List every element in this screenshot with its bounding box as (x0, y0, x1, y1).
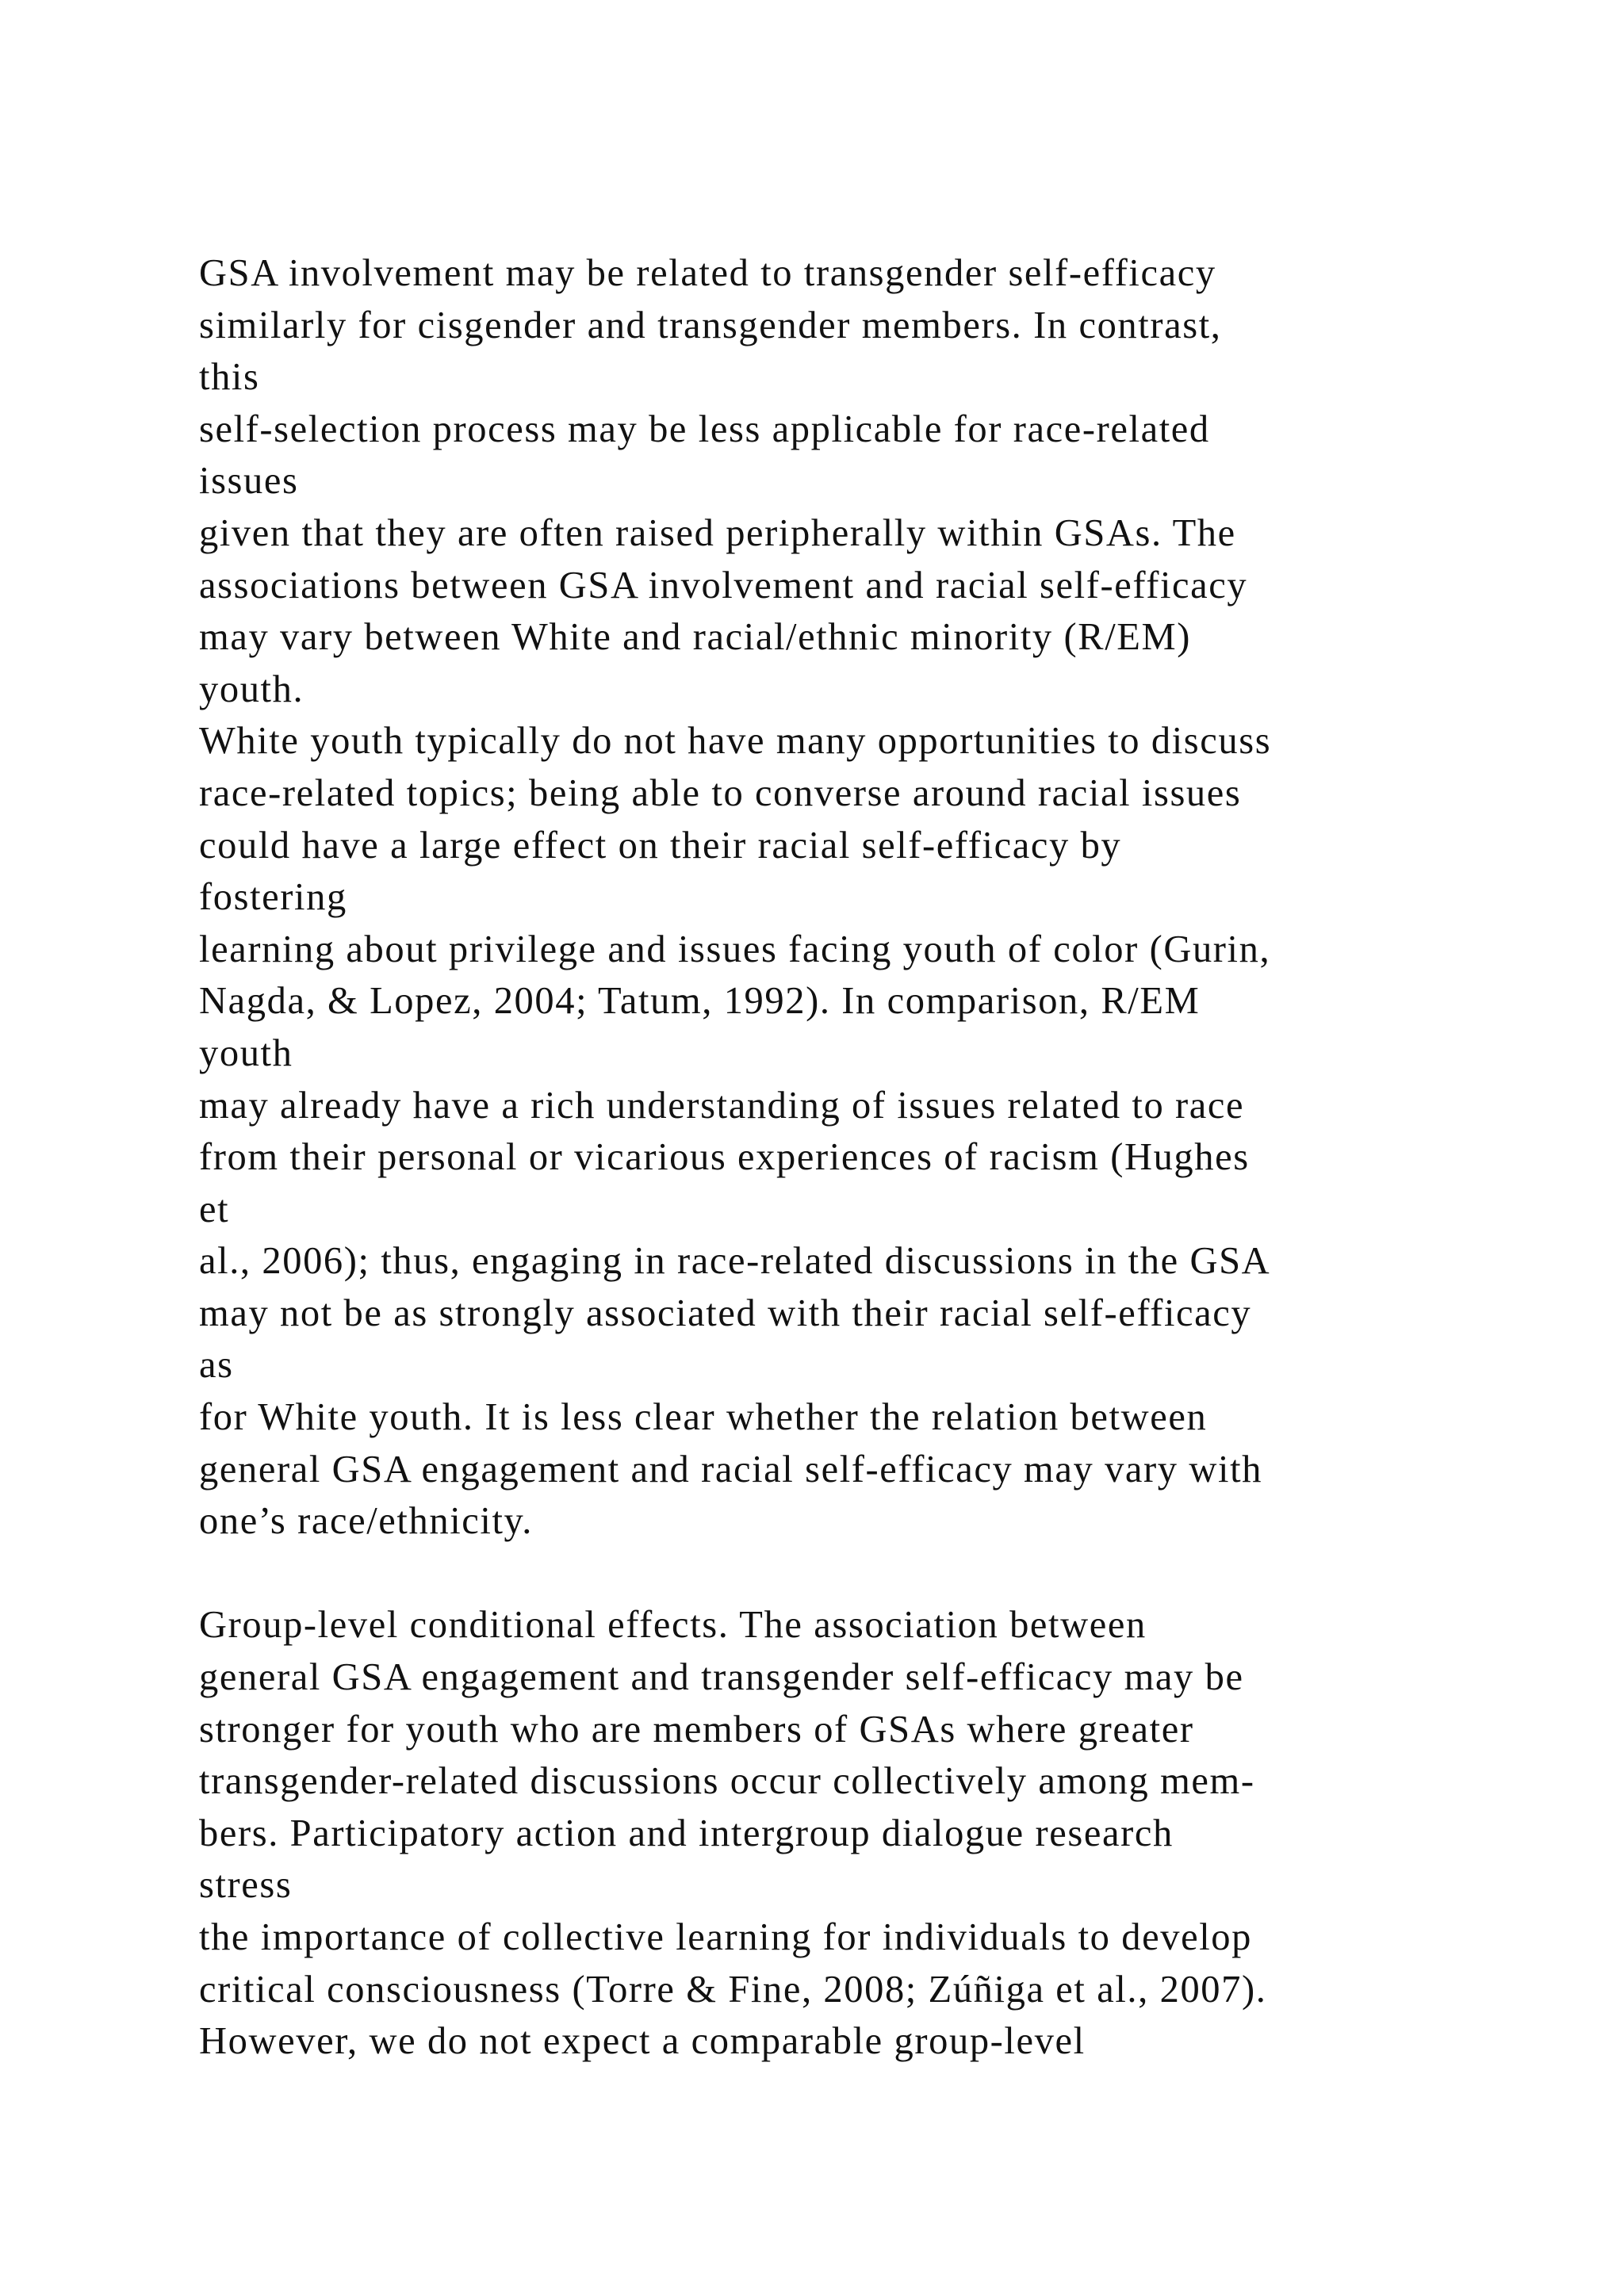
text-line: stronger for youth who are members of GSAs where greater (199, 1708, 1194, 1751)
text-line: may vary between White and racial/ethnic minority (R/EM) (199, 616, 1191, 659)
text-line: Nagda, & Lopez, 2004; Tatum, 1992). In comparison, R/EM (199, 980, 1201, 1023)
text-line: given that they are often raised peripherally within GSAs. The (199, 511, 1236, 554)
text-line: issues (199, 460, 299, 503)
text-line: the importance of collective learning for individuals to develop (199, 1916, 1252, 1958)
text-line: transgender-related discussions occur collectively among mem- (199, 1760, 1255, 1803)
text-line: for White youth. It is less clear whether the relation between (199, 1396, 1208, 1439)
text-line: general GSA engagement and transgender self-efficacy may be (199, 1656, 1244, 1699)
paragraph-1 (199, 247, 1611, 1548)
paragraph-gap (199, 1548, 1611, 1600)
paragraph-2 (199, 1599, 1611, 2067)
document-body (199, 247, 1611, 2068)
text-line: similarly for cisgender and transgender members. In contrast, (199, 304, 1222, 346)
text-line: al., 2006); thus, engaging in race-related discussions in the GSA (199, 1240, 1271, 1283)
text-line: stress (199, 1864, 293, 1907)
text-line: associations between GSA involvement and racial self-efficacy (199, 564, 1248, 607)
text-line: may already have a rich understanding of issues related to race (199, 1084, 1245, 1127)
text-line: youth. (199, 668, 304, 710)
text-line: et (199, 1188, 230, 1230)
text-line: youth (199, 1031, 293, 1074)
text-line: race-related topics; being able to converse around racial issues (199, 771, 1242, 814)
text-line: general GSA engagement and racial self-efficacy may vary with (199, 1448, 1263, 1490)
text-line: White youth typically do not have many opportunities to discuss (199, 720, 1272, 763)
text-line: Group-level conditional effects. The association between (199, 1604, 1147, 1647)
text-line: self-selection process may be less applicable for race-related (199, 408, 1210, 450)
text-line: However, we do not expect a comparable group-level (199, 2020, 1086, 2063)
text-line: learning about privilege and issues facing youth of color (Gurin, (199, 928, 1271, 970)
text-line: this (199, 356, 260, 399)
text-line: critical consciousness (Torre & Fine, 2008; Zúñiga et al., 2007). (199, 1968, 1267, 2011)
text-line: bers. Participatory action and intergroup dialogue research (199, 1812, 1174, 1854)
text-line: from their personal or vicarious experiences of racism (Hughes (199, 1136, 1250, 1179)
text-line: one’s race/ethnicity. (199, 1500, 533, 1543)
text-line: fostering (199, 876, 347, 919)
text-line: as (199, 1344, 234, 1387)
text-line: could have a large effect on their racial self-efficacy by (199, 824, 1122, 867)
text-line: GSA involvement may be related to transgender self-efficacy (199, 252, 1216, 294)
text-line: may not be as strongly associated with their racial self-efficacy (199, 1292, 1252, 1334)
